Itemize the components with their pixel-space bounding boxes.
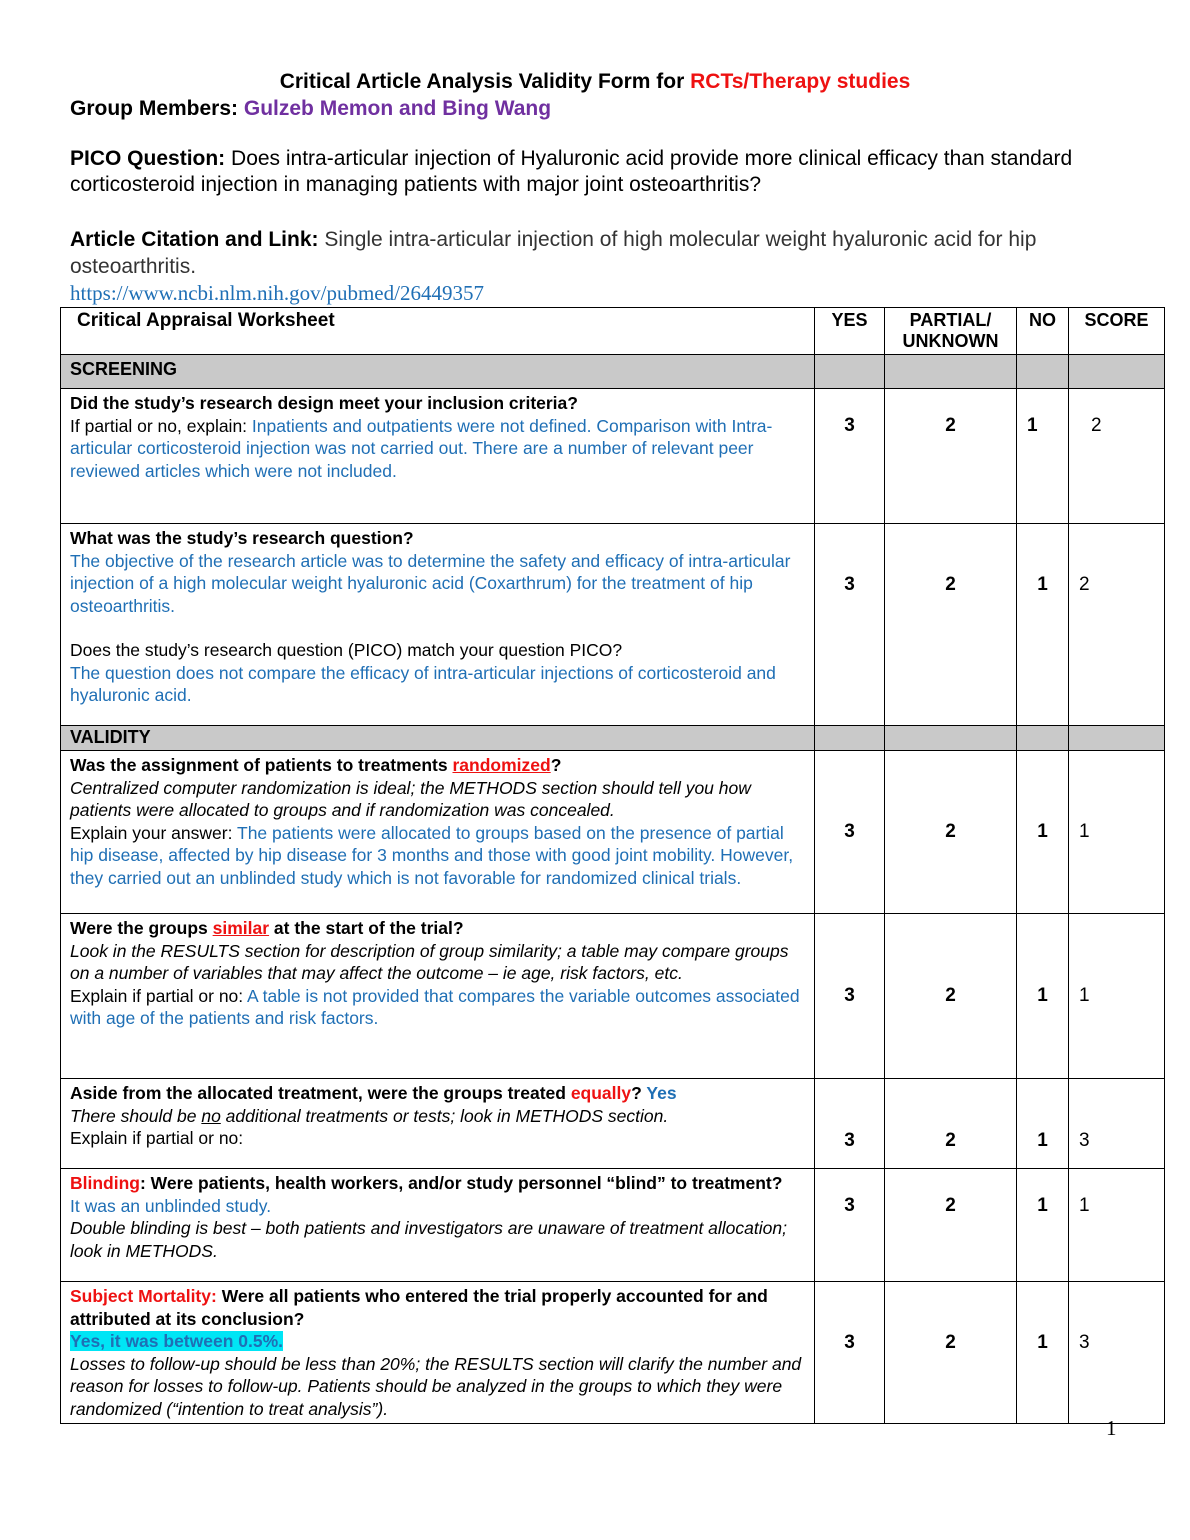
header-no: NO — [1017, 308, 1069, 355]
answer-text: Yes — [646, 1083, 677, 1103]
pico-question: PICO Question: Does intra-articular injection of Hyaluronic acid provide more clinical efficacy than standard corticosteroid injection in managing patients with major joint osteoarthritis? — [70, 147, 1073, 196]
score-cell: 3 — [1069, 1282, 1165, 1424]
answer-text: Inpatients and outpatients were not defined. Comparison with Intra-articular corticosteroid injection was not carried out. There are a number of relevant peer reviewed articles which were not included. — [70, 415, 773, 481]
yes-cell: 3 — [815, 1282, 885, 1424]
section-row-screening — [61, 355, 1165, 389]
yes-cell: 3 — [815, 914, 885, 1079]
yes-cell: 3 — [815, 1169, 885, 1282]
yes-cell: 3 — [815, 389, 885, 524]
table-row — [61, 1282, 1165, 1424]
question-cell: What was the study’s research question? The objective of the research article was to determine the safety and efficacy of intra-articular injection of a high molecular weight hyaluronic acid (Coxarthrum) for the treatment of hip osteoarthritis. Does the study’s research question (PICO) match your question PICO? The question does not compare the efficacy of intra-articular injections of corticosteroid and hyaluronic acid. — [61, 524, 815, 726]
table-row — [61, 751, 1165, 914]
score-cell: 3 — [1069, 1079, 1165, 1169]
section-title: SCREENING — [61, 355, 815, 389]
header-partial: PARTIAL/ UNKNOWN — [885, 308, 1017, 355]
score-cell: 1 — [1069, 751, 1165, 914]
table-row — [61, 524, 1165, 726]
article-citation: Article Citation and Link: Single intra-articular injection of high molecular weight hyaluronic acid for hip osteoarthritis. — [70, 228, 1037, 278]
page-number: 1 — [1106, 1416, 1117, 1440]
section-title: VALIDITY — [61, 726, 815, 751]
no-cell: 1 — [1017, 389, 1069, 524]
answer-text: The objective of the research article was to determine the safety and efficacy of intra-articular injection of a high molecular weight hyaluronic acid (Coxarthrum) for the treatment of hip osteoarthritis. — [70, 550, 791, 616]
yes-cell: 3 — [815, 751, 885, 914]
answer-text: The question does not compare the efficacy of intra-articular injections of corticosteroid and hyaluronic acid. — [70, 662, 776, 705]
no-cell: 1 — [1017, 1282, 1069, 1424]
partial-cell: 2 — [885, 1079, 1017, 1169]
yes-cell: 3 — [815, 1079, 885, 1169]
header-yes: YES — [815, 308, 885, 355]
question-cell: Subject Mortality: Were all patients who entered the trial properly accounted for and attributed at its conclusion? Yes, it was between 0.5%. Losses to follow-up should be less than 20%; the RESULTS section will clarify the number and reason for losses to follow-up. Patients should be analyzed in the groups to which they were randomized (“intention to treat analysis”). — [61, 1282, 815, 1424]
answer-text: It was an unblinded study. — [70, 1195, 272, 1216]
group-member-names: Gulzeb Memon and Bing Wang — [243, 97, 552, 120]
partial-cell: 2 — [885, 751, 1017, 914]
header-score: SCORE — [1069, 308, 1165, 355]
yes-cell: 3 — [815, 524, 885, 726]
partial-cell: 2 — [885, 524, 1017, 726]
partial-cell: 2 — [885, 1282, 1017, 1424]
question-cell: Blinding: Were patients, health workers, and/or study personnel “blind” to treatment? It was an unblinded study. Double blinding is best – both patients and investigators are unaware of treatment allocation; look in METHODS. — [61, 1169, 815, 1282]
question-cell: Was the assignment of patients to treatments randomized? Centralized computer randomization is ideal; the METHODS section should tell you how patients were allocated to groups and if randomization was concealed. Explain your answer: The patients were allocated to groups based on the presence of partial hip disease, affected by hip disease for 3 months and those with good joint mobility. However, they carried out an unblinded study which is not favorable for randomized clinical trials. — [61, 751, 815, 914]
answer-text: Yes, it was between 0.5%. — [70, 1331, 284, 1351]
no-cell: 1 — [1017, 914, 1069, 1079]
table-row — [61, 389, 1165, 524]
section-row-validity — [61, 726, 1165, 751]
question-cell: Did the study’s research design meet your inclusion criteria? If partial or no, explain: Inpatients and outpatients were not defined. Comparison with Intra-articular corticosteroid injection was not carried out. There are a number of relevant peer reviewed articles which were not included. — [61, 389, 815, 524]
score-cell: 1 — [1069, 914, 1165, 1079]
score-cell: 2 — [1069, 524, 1165, 726]
partial-cell: 2 — [885, 1169, 1017, 1282]
table-header-row — [61, 308, 1165, 355]
question-cell: Aside from the allocated treatment, were the groups treated equally? Yes There should be no additional treatments or tests; look in METHODS section. Explain if partial or no: — [61, 1079, 815, 1169]
form-title: Critical Article Analysis Validity Form for RCTs/Therapy studies — [279, 70, 911, 93]
table-row — [61, 1079, 1165, 1169]
title-study-type: RCTs/Therapy studies — [690, 70, 911, 93]
no-cell: 1 — [1017, 1079, 1069, 1169]
table-row — [61, 1169, 1165, 1282]
answer-text: A table is not provided that compares the variable outcomes associated with age of the patients and risk factors. — [70, 985, 800, 1028]
header-worksheet: Critical Appraisal Worksheet — [61, 308, 815, 355]
score-cell: 2 — [1069, 389, 1165, 524]
table-row — [61, 914, 1165, 1079]
group-members: Group Members: Gulzeb Memon and Bing Wang — [70, 97, 552, 120]
answer-text: The patients were allocated to groups based on the presence of partial hip disease, affected by hip disease for 3 months and those with good joint mobility. However, they carried out an unblinded study which is not favorable for randomized clinical trials. — [70, 822, 794, 888]
score-cell: 1 — [1069, 1169, 1165, 1282]
partial-cell: 2 — [885, 914, 1017, 1079]
partial-cell: 2 — [885, 389, 1017, 524]
question-cell: Were the groups similar at the start of the trial? Look in the RESULTS section for description of group similarity; a table may compare groups on a number of variables that may affect the outcome – ie age, risk factors, etc. Explain if partial or no: A table is not provided that compares the variable outcomes associated with age of the patients and risk factors. — [61, 914, 815, 1079]
no-cell: 1 — [1017, 524, 1069, 726]
appraisal-worksheet — [60, 307, 1165, 1424]
no-cell: 1 — [1017, 1169, 1069, 1282]
no-cell: 1 — [1017, 751, 1069, 914]
article-link[interactable]: https://www.ncbi.nlm.nih.gov/pubmed/26449357 — [70, 281, 484, 305]
